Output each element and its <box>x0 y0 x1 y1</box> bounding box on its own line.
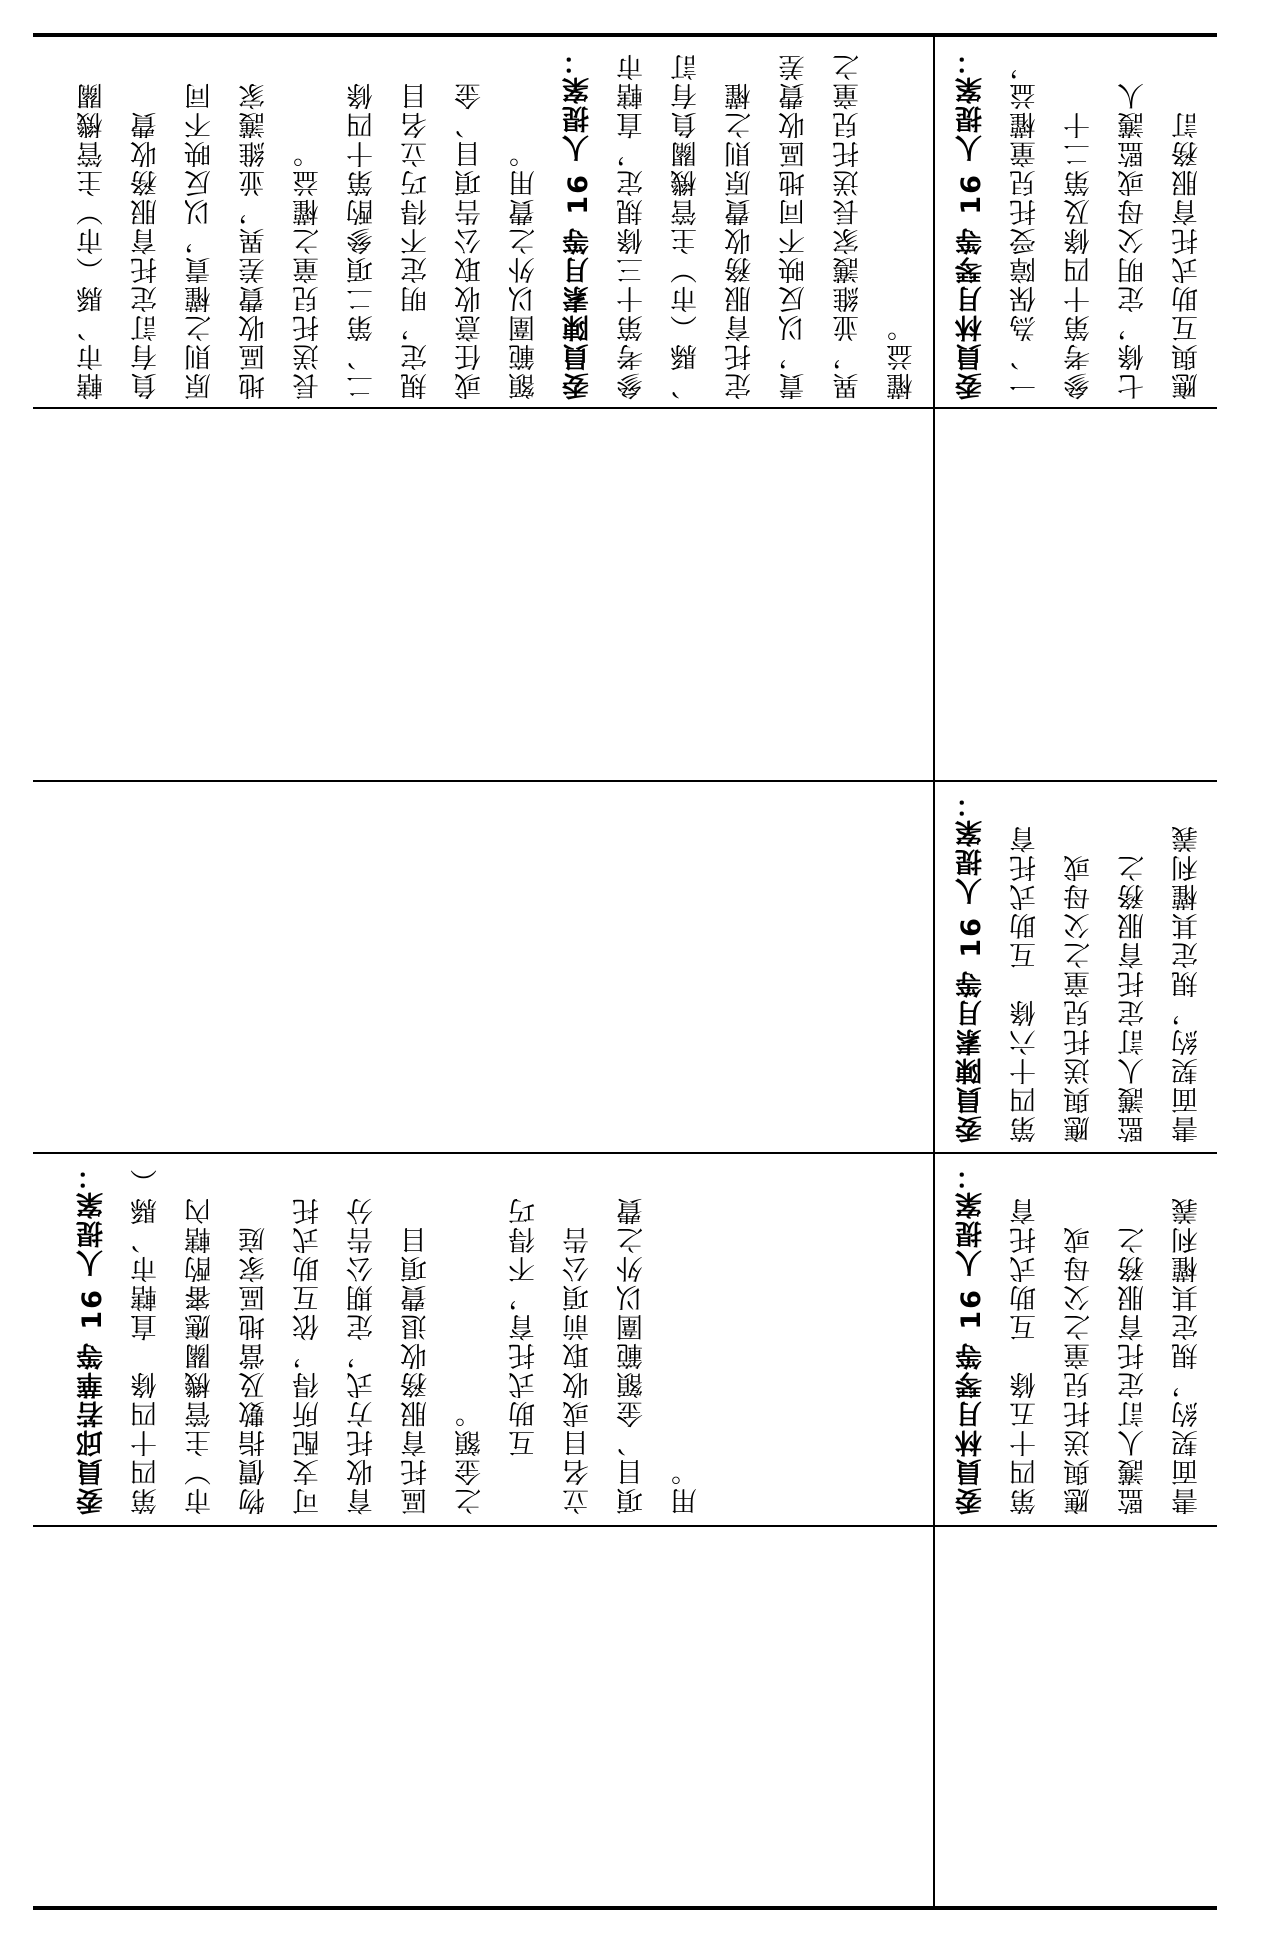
text-line: 書面契約，規定其權利義 <box>1172 1196 1203 1515</box>
cell-top-left <box>30 45 918 400</box>
text-line: 應與送托兒童之父母或 <box>1064 1225 1095 1515</box>
text-line: 書面契約，規定其權利義 <box>1172 824 1203 1143</box>
row-divider-2 <box>33 780 1217 782</box>
cell-top-right <box>945 45 1210 400</box>
text-line: 市）主管機關應審酌轄內 <box>185 1196 216 1515</box>
text-line: 監護人訂定托育服務之 <box>1118 853 1149 1143</box>
text-line: 第四十五條 互助式托育 <box>1010 1196 1041 1515</box>
proposal-heading: 委員陳素月等 16 人提案： <box>956 788 987 1143</box>
text-line: 額範圍以外之費用。 <box>509 139 540 400</box>
text-line: 地區收費差異，並維護家 <box>239 81 270 400</box>
text-line: 第四十六條 互助式托育 <box>1010 824 1041 1143</box>
text-line: 轄市、縣（市）主管機關 <box>77 81 108 400</box>
text-line: 二、第二項參酌第十四條 <box>347 81 378 400</box>
text-line: 長送托兒童之權益。 <box>293 139 324 400</box>
cell-upper-left <box>30 1160 910 1515</box>
text-line: 或任意收取公告項目、金 <box>455 81 486 400</box>
text-line: 之金額。 <box>455 1399 486 1515</box>
text-line: 區托育服務收退費項目 <box>401 1225 432 1515</box>
cell-mid-right <box>945 788 1210 1143</box>
text-line: 互助式托育，不得巧 <box>509 1196 540 1515</box>
text-line: 育收托方式，定期公告分 <box>347 1196 378 1515</box>
row-divider-1 <box>33 407 1217 409</box>
text-line: 用。 <box>671 1457 702 1515</box>
proposal-heading: 委員邱若華等 16 人提案： <box>77 1160 108 1515</box>
text-line: 負有訂定托育服務收費 <box>131 110 162 400</box>
text-line: 第四十四條 直轄市、縣（ <box>131 1167 162 1515</box>
text-line: 一、為保障受托兒童權益， <box>1010 52 1041 400</box>
text-line: 應與互助式托育服務訂 <box>1172 110 1203 400</box>
text-line: 參考第十三條規定，直轄市 <box>617 52 648 400</box>
text-line: 可支配所得，依互助式托 <box>293 1196 324 1515</box>
text-line: 監護人訂定托育服務之 <box>1118 1225 1149 1515</box>
text-line: 項目、金額範圍以外之費 <box>617 1196 648 1515</box>
table-bottom-border <box>33 1906 1217 1910</box>
text-line: 原則之權責，以反映不同 <box>185 81 216 400</box>
text-line: 物價指數及當地區家庭 <box>239 1225 270 1515</box>
text-line: 、縣（市）主管機關負有訂 <box>671 52 702 400</box>
proposal-heading: 委員陳素月等 16 人提案： <box>563 45 594 400</box>
text-line: 責，以反映不同地區收費差 <box>779 52 810 400</box>
row-divider-4 <box>33 1525 1217 1527</box>
cell-lower-right <box>945 1160 1210 1515</box>
text-line: 應與送托兒童之父母或 <box>1064 853 1095 1143</box>
text-line: 規定，明定不得巧立名目 <box>401 81 432 400</box>
text-line: 參考第十四條及第二十 <box>1064 110 1095 400</box>
row-divider-3 <box>33 1152 1217 1154</box>
text-line: 定托育服務收費原則之權 <box>725 81 756 400</box>
text-line: 權益。 <box>887 313 918 400</box>
text-line: 立名目或收取前項公告 <box>563 1225 594 1515</box>
proposal-heading: 委員林月琴等 16 人提案： <box>956 1160 987 1515</box>
text-line: 七條，定明父母或監護人 <box>1118 81 1149 400</box>
column-divider <box>933 35 935 1908</box>
proposal-heading: 委員林月琴等 16 人提案： <box>956 45 987 400</box>
text-line: 異，並維護家長送托兒童之 <box>833 52 864 400</box>
table-top-border <box>33 33 1217 37</box>
